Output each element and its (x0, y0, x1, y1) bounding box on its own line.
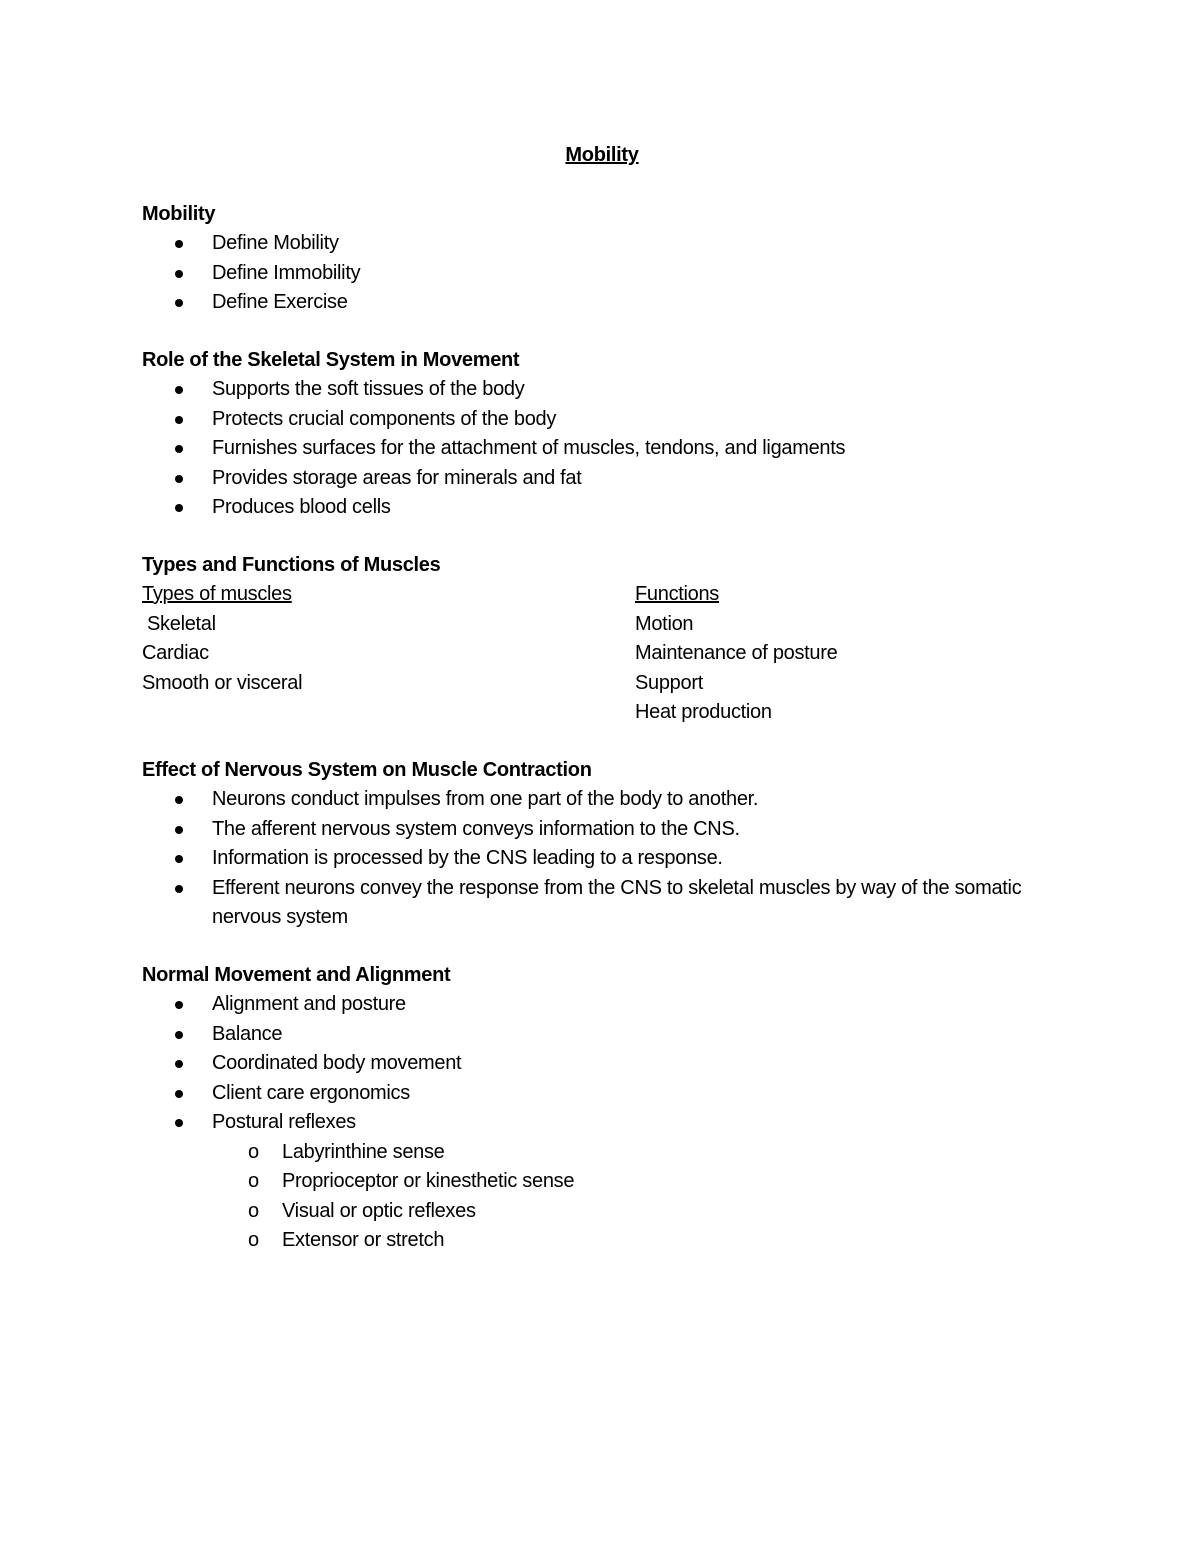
sub-list-item-text: Extensor or stretch (282, 1229, 445, 1251)
list-item-text: Provides storage areas for minerals and fat (212, 466, 582, 489)
list-item (142, 493, 1062, 523)
list-item-text: Define Immobility (212, 261, 361, 284)
list-item-text: Alignment and posture (212, 993, 406, 1015)
bullet-icon (175, 416, 183, 424)
sub-list-item (142, 1167, 1062, 1197)
muscle-table (142, 580, 1062, 728)
document-page (142, 141, 1062, 1284)
list-item (142, 259, 1062, 289)
section-skeletal-system (142, 346, 1062, 523)
list-item (142, 229, 1062, 259)
list-item (142, 990, 1062, 1020)
list-item (142, 1108, 1062, 1256)
section-muscle-types (142, 551, 1062, 728)
muscle-function-cell: Heat production (635, 701, 772, 723)
list-item-text: Coordinated body movement (212, 1052, 462, 1074)
section-mobility (142, 200, 1062, 318)
section-nervous-system (142, 756, 1062, 933)
bullet-icon (175, 1001, 183, 1009)
list-item-text: Neurons conduct impulses from one part of the body to another. (212, 788, 759, 810)
sub-list-item-text: Proprioceptor or kinesthetic sense (282, 1170, 575, 1192)
bullet-icon (175, 1090, 183, 1098)
section-movement-alignment (142, 961, 1062, 1256)
list-item (142, 375, 1062, 405)
bullet-icon (175, 445, 183, 453)
list-item (142, 1049, 1062, 1079)
list-item-text: Client care ergonomics (212, 1081, 410, 1104)
sub-list-item (142, 1226, 1062, 1256)
bullet-list (142, 229, 1062, 318)
list-item-text: Postural reflexes (212, 1111, 356, 1133)
muscle-type-cell: Skeletal (147, 612, 216, 635)
sub-bullet-list (212, 1138, 1062, 1256)
bullet-icon (175, 1031, 183, 1039)
section-heading: Mobility (142, 202, 216, 225)
list-item (142, 405, 1062, 435)
section-heading: Normal Movement and Alignment (142, 963, 451, 986)
list-item (142, 464, 1062, 494)
list-item-text: Efferent neurons convey the response from the CNS to skeletal muscles by way of the somatic nervous system (212, 876, 1022, 928)
bullet-list (142, 375, 1062, 523)
muscle-type-cell: Cardiac (142, 642, 209, 664)
bullet-icon (175, 796, 183, 804)
bullet-icon (175, 475, 183, 483)
muscle-function-cell: Motion (635, 612, 694, 635)
list-item-text: Produces blood cells (212, 496, 391, 518)
list-item-text: The afferent nervous system conveys information to the CNS. (212, 817, 740, 840)
list-item-text: Furnishes surfaces for the attachment of muscles, tendons, and ligaments (212, 437, 846, 459)
list-item (142, 1079, 1062, 1109)
list-item (142, 785, 1062, 815)
bullet-icon (175, 855, 183, 863)
bullet-icon (175, 826, 183, 834)
circle-bullet-icon: o (248, 1140, 260, 1163)
list-item (142, 815, 1062, 845)
list-item-text: Protects crucial components of the body (212, 407, 557, 430)
bullet-icon (175, 270, 183, 278)
bullet-icon (175, 240, 183, 248)
sub-list-item (142, 1138, 1062, 1168)
document-title: Mobility (565, 144, 639, 166)
circle-bullet-icon: o (248, 1229, 260, 1251)
column-header-functions: Functions (635, 583, 720, 605)
list-item-text: Supports the soft tissues of the body (212, 378, 525, 400)
column-header-types: Types of muscles (142, 583, 292, 605)
list-item-text: Information is processed by the CNS leading to a response. (212, 847, 723, 869)
section-heading: Role of the Skeletal System in Movement (142, 348, 520, 371)
muscle-function-cell: Support (635, 671, 703, 694)
sub-list-item-text: Visual or optic reflexes (282, 1199, 476, 1222)
section-heading: Types and Functions of Muscles (142, 553, 441, 576)
list-item (142, 434, 1062, 464)
list-item (142, 288, 1062, 318)
bullet-icon (175, 504, 183, 512)
muscle-type-cell (142, 698, 635, 728)
section-heading: Effect of Nervous System on Muscle Contraction (142, 758, 592, 781)
sub-list-item (142, 1197, 1062, 1227)
list-item-text: Balance (212, 1022, 283, 1045)
muscle-function-cell: Maintenance of posture (635, 642, 838, 664)
list-item (142, 874, 1062, 933)
bullet-list (142, 990, 1062, 1256)
bullet-icon (175, 386, 183, 394)
list-item-text: Define Exercise (212, 291, 348, 313)
sub-list-item-text: Labyrinthine sense (282, 1140, 445, 1163)
circle-bullet-icon: o (248, 1199, 260, 1222)
circle-bullet-icon: o (248, 1170, 260, 1192)
list-item (142, 844, 1062, 874)
bullet-icon (175, 885, 183, 893)
bullet-icon (175, 299, 183, 307)
bullet-icon (175, 1119, 183, 1127)
bullet-icon (175, 1060, 183, 1068)
list-item-text: Define Mobility (212, 232, 339, 254)
list-item (142, 1020, 1062, 1050)
bullet-list (142, 785, 1062, 933)
muscle-type-cell: Smooth or visceral (142, 671, 303, 694)
